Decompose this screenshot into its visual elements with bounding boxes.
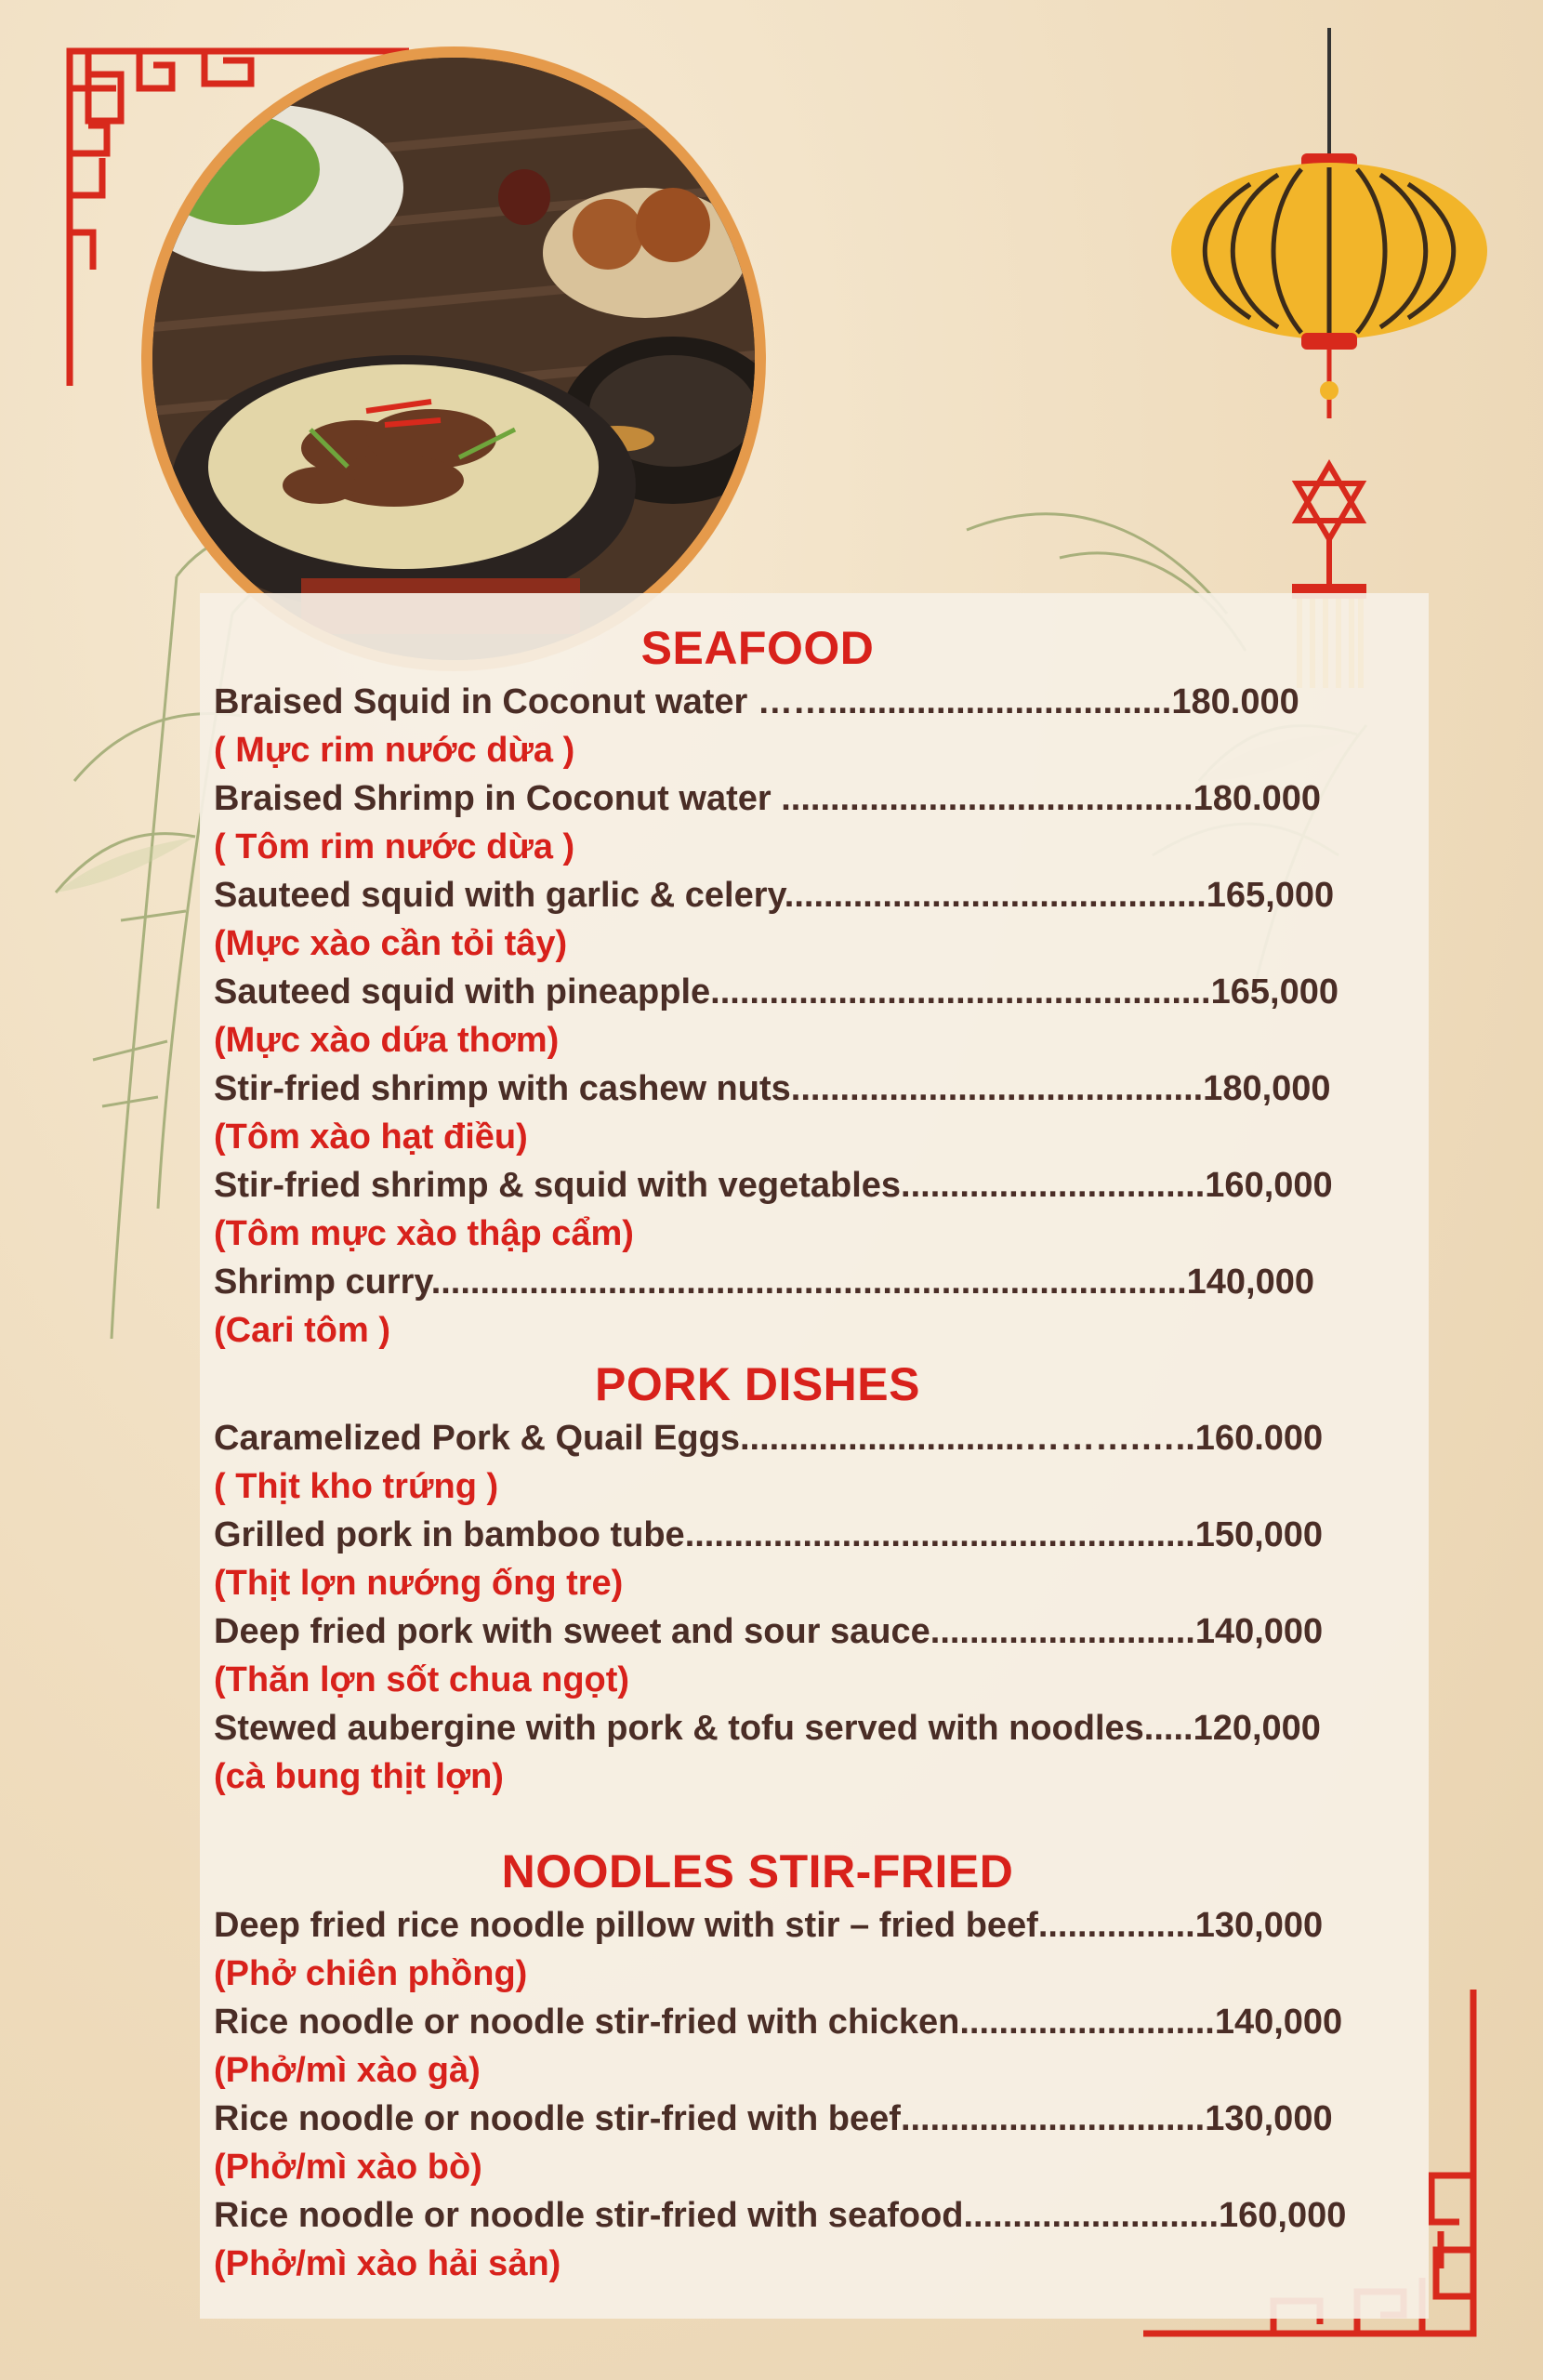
section-noodles — [214, 1842, 1422, 2288]
menu-item-vietnamese: ( Mực rim nước dừa ) — [214, 731, 575, 770]
section-title: SEAFOOD — [640, 622, 875, 674]
menu-item: Rice noodle or noodle stir-fried with seafood..........................160,000 — [214, 2196, 1347, 2235]
menu-item-vietnamese: (Mực xào dứa thơm) — [214, 1021, 560, 1060]
menu-item: Shrimp curry.............................................................................140,000 — [214, 1263, 1314, 1302]
menu-item-vietnamese: ( Tôm rim nước dừa ) — [214, 827, 575, 866]
menu-item: Sauteed squid with pineapple...................................................165,000 — [214, 972, 1339, 1012]
menu-item: Caramelized Pork & Quail Eggs.............................……….…..160.000 — [214, 1419, 1324, 1458]
menu-item: Stewed aubergine with pork & tofu served with noodles.....120,000 — [214, 1709, 1321, 1748]
menu-item-vietnamese: (Phở chiên phồng) — [214, 1954, 528, 1993]
spacer — [214, 1801, 1422, 1842]
menu-item: Deep fried rice noodle pillow with stir – fried beef................130,000 — [214, 1906, 1324, 1945]
menu-item: Stir-fried shrimp with cashew nuts..........................................180,000 — [214, 1069, 1331, 1108]
menu-item-vietnamese: (Phở/mì xào gà) — [214, 2051, 481, 2090]
menu-item-vietnamese: (Mực xào cần tỏi tây) — [214, 924, 568, 963]
menu-item-vietnamese: (Cari tôm ) — [214, 1311, 390, 1350]
menu-item: Rice noodle or noodle stir-fried with chicken..........................140,000 — [214, 2003, 1343, 2042]
menu-item-vietnamese: (Tôm mực xào thập cẩm) — [214, 1214, 634, 1253]
menu-item: Sauteed squid with garlic & celery...........................................165,000 — [214, 876, 1335, 915]
menu-item: Grilled pork in bamboo tube....................................................150,000 — [214, 1515, 1324, 1554]
menu-content — [214, 618, 1422, 2288]
menu-item: Braised Shrimp in Coconut water ..........................................180.000 — [214, 779, 1321, 818]
section-seafood — [214, 618, 1422, 1355]
menu-item: Stir-fried shrimp & squid with vegetables...............................160,000 — [214, 1166, 1333, 1205]
menu-item: Braised Squid in Coconut water ……...................................180.000 — [214, 682, 1299, 721]
menu-item-vietnamese: ( Thịt kho trứng ) — [214, 1467, 499, 1506]
menu-item-vietnamese: (Phở/mì xào hải sản) — [214, 2244, 561, 2283]
section-title: PORK DISHES — [594, 1358, 920, 1410]
menu-item: Deep fried pork with sweet and sour sauce...........................140,000 — [214, 1612, 1324, 1651]
section-title: NOODLES STIR-FRIED — [501, 1845, 1014, 1897]
menu-item: Rice noodle or noodle stir-fried with beef...............................130,000 — [214, 2099, 1333, 2138]
menu-item-vietnamese: (Thịt lợn nướng ống tre) — [214, 1564, 624, 1603]
food-photo — [141, 46, 766, 671]
menu-item-vietnamese: (Thăn lợn sốt chua ngọt) — [214, 1660, 630, 1699]
section-pork — [214, 1355, 1422, 1801]
menu-item-vietnamese: (cà bung thịt lợn) — [214, 1757, 504, 1796]
menu-item-vietnamese: (Phở/mì xào bò) — [214, 2148, 482, 2187]
menu-item-vietnamese: (Tôm xào hạt điều) — [214, 1117, 528, 1157]
